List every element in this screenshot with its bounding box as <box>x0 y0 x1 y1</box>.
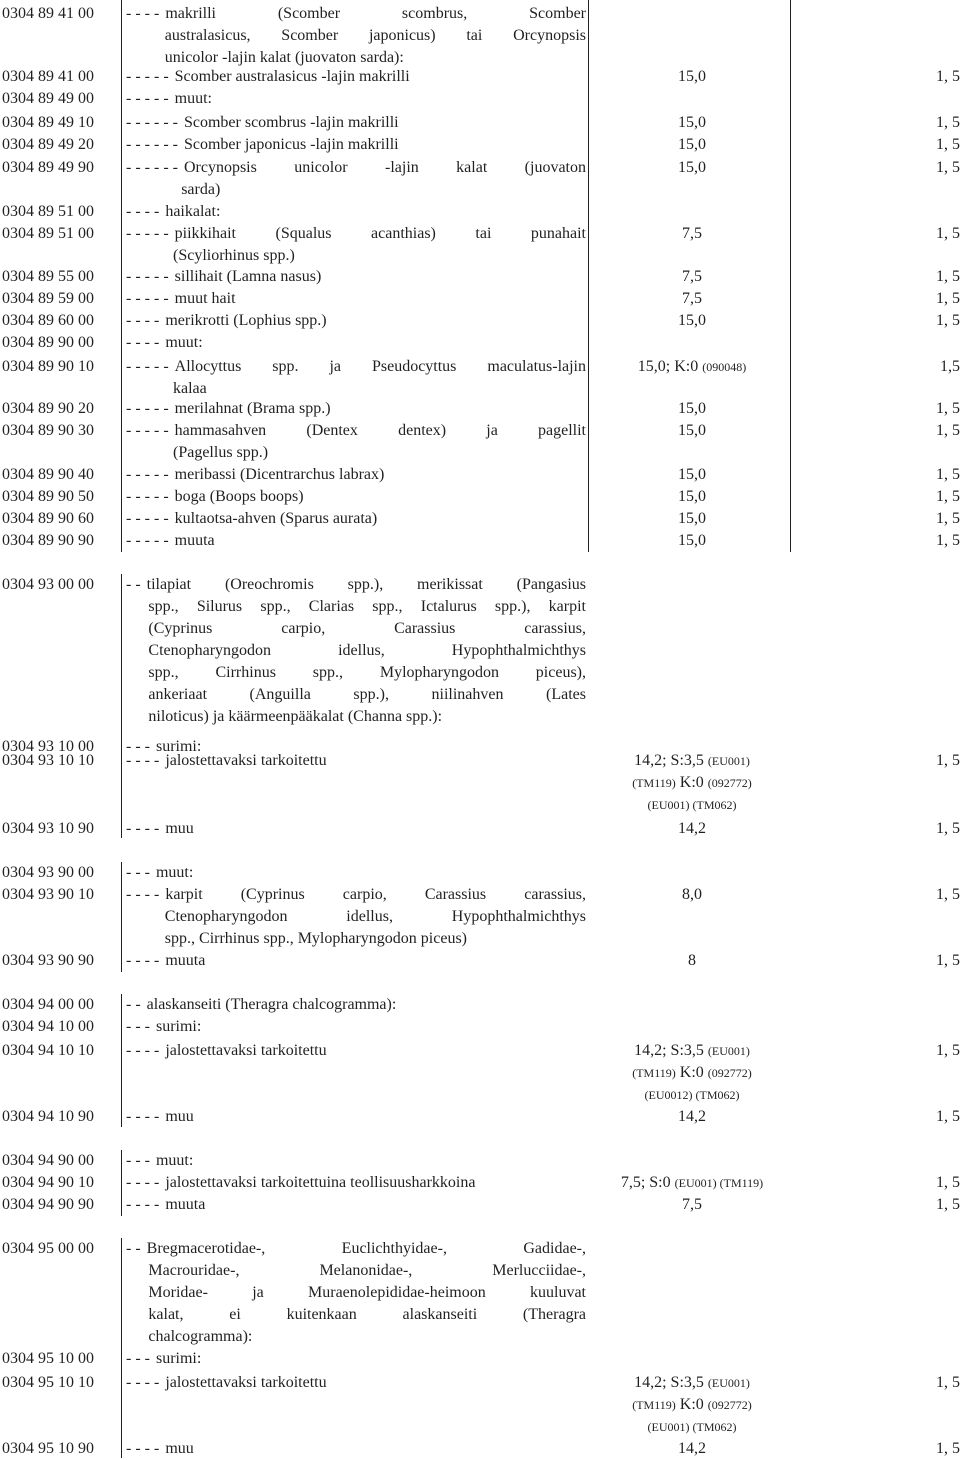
description-line: makrilli (Scomber scombrus, Scomber <box>165 5 586 22</box>
description-line: hammasahven (Dentex dentex) ja pagellit <box>174 422 586 439</box>
cn-code: 0304 93 90 10 <box>2 886 94 903</box>
duty-rate <box>592 398 792 420</box>
cn-code: 0304 89 51 00 <box>2 203 94 220</box>
supplementary-value: 1, 5 <box>936 488 960 505</box>
description-line: muuta <box>174 532 215 549</box>
supplementary-value: 1, 5 <box>936 1042 960 1059</box>
cn-code: 0304 89 51 00 <box>2 225 94 242</box>
description <box>126 818 586 840</box>
description <box>126 530 586 552</box>
rate-value: K:0 <box>679 1396 708 1413</box>
cn-code: 0304 89 59 00 <box>2 290 94 307</box>
indent-dashes: - - - - <box>126 334 160 351</box>
indent-dashes: - - - - <box>126 1196 160 1213</box>
duty-rate <box>592 1040 792 1106</box>
indent-dashes: - - - <box>126 1152 150 1169</box>
cn-code: 0304 95 10 10 <box>2 1374 94 1391</box>
description-line: (Cyprinus carpio, Carassius carassius, <box>148 620 586 637</box>
rate-note: (092772) <box>707 1398 752 1412</box>
duty-rate <box>592 223 792 245</box>
description <box>126 1106 586 1128</box>
indent-dashes: - - - - - <box>126 90 169 107</box>
rate-value: 7,5 <box>682 1196 702 1213</box>
description-line: chalcogramma): <box>148 1328 253 1345</box>
description-line: sillihait (Lamna nasus) <box>174 268 322 285</box>
duty-rate <box>592 266 792 288</box>
cn-code: 0304 89 90 40 <box>2 466 94 483</box>
description-line: jalostettavaksi tarkoitettu <box>165 752 327 769</box>
description <box>126 223 586 267</box>
indent-dashes: - - - - - - <box>126 114 178 131</box>
description-line: tilapiat (Oreochromis spp.), merikissat (Pangasius <box>146 576 586 593</box>
indent-dashes: - - - - - <box>126 422 169 439</box>
supplementary-value: 1, 5 <box>936 752 960 769</box>
duty-rate <box>592 1106 792 1128</box>
duty-rate <box>592 356 792 378</box>
supplementary-value: 1, 5 <box>936 1108 960 1125</box>
description-line: jalostettavaksi tarkoitettuina teollisuusharkkoina <box>165 1174 476 1191</box>
rate-value: 14,2; S:3,5 <box>634 752 708 769</box>
rate-note: (092772) <box>707 776 752 790</box>
indent-dashes: - - - - <box>126 952 160 969</box>
description <box>126 508 586 530</box>
description-line: Scomber japonicus -lajin makrilli <box>183 136 399 153</box>
description <box>126 398 586 420</box>
rate-note: (EU001) <box>707 1376 750 1390</box>
rate-value: 15,0 <box>678 136 706 153</box>
rate-note: (TM119) <box>632 1398 676 1412</box>
description-line: muuta <box>165 952 206 969</box>
supplementary-value: 1, 5 <box>936 886 960 903</box>
duty-rate <box>592 530 792 552</box>
description-line: jalostettavaksi tarkoitettu <box>165 1042 327 1059</box>
description-line: australasicus, Scomber japonicus) tai Orcynopsis <box>164 27 586 44</box>
supplementary-value: 1, 5 <box>936 159 960 176</box>
description <box>126 1016 586 1038</box>
indent-dashes: - - - - <box>126 1108 160 1125</box>
description-line: (Pagellus spp.) <box>173 444 269 461</box>
cn-code: 0304 89 49 10 <box>2 114 94 131</box>
description <box>126 266 586 288</box>
rate-note: (TM119) <box>632 1066 676 1080</box>
rate-value: 15,0 <box>678 159 706 176</box>
description <box>126 134 586 156</box>
duty-rate <box>592 134 792 156</box>
duty-rate <box>592 750 792 816</box>
cn-code: 0304 89 90 60 <box>2 510 94 527</box>
rate-value: 15,0; K:0 <box>637 358 703 375</box>
supplementary-value: 1, 5 <box>936 136 960 153</box>
supplementary-value: 1, 5 <box>936 312 960 329</box>
cn-code: 0304 93 90 00 <box>2 864 94 881</box>
column-divider <box>588 0 589 552</box>
cn-code: 0304 89 55 00 <box>2 268 94 285</box>
duty-rate <box>592 464 792 486</box>
rate-note: (EU001) (TM062) <box>647 1420 737 1434</box>
rate-value: 7,5 <box>682 268 702 285</box>
indent-dashes: - - - - - <box>126 532 169 549</box>
supplementary-value: 1, 5 <box>936 510 960 527</box>
cn-code: 0304 94 10 00 <box>2 1018 94 1035</box>
description-line: Macrouridae-, Melanonidae-, Merlucciidae-, <box>148 1262 586 1279</box>
duty-rate <box>592 1372 792 1438</box>
rate-value: 15,0 <box>678 422 706 439</box>
description <box>126 1372 586 1394</box>
indent-dashes: - - - - - - <box>126 136 178 153</box>
rate-value: 15,0 <box>678 400 706 417</box>
supplementary-value: 1, 5 <box>936 1174 960 1191</box>
rate-value: 15,0 <box>678 114 706 131</box>
supplementary-value: 1, 5 <box>936 290 960 307</box>
supplementary-value: 1, 5 <box>936 532 960 549</box>
description-line: muu <box>165 1108 194 1125</box>
description-line: alaskanseiti (Theragra chalcogramma): <box>146 996 397 1013</box>
supplementary-value: 1,5 <box>940 358 960 375</box>
description <box>126 420 586 464</box>
indent-dashes: - - - <box>126 1018 150 1035</box>
description <box>126 3 586 69</box>
description <box>126 201 586 223</box>
supplementary-value: 1, 5 <box>936 1440 960 1457</box>
description <box>126 356 586 400</box>
description <box>126 464 586 486</box>
cn-code: 0304 94 90 10 <box>2 1174 94 1191</box>
rate-value: 15,0 <box>678 488 706 505</box>
description-line: merikrotti (Lophius spp.) <box>165 312 327 329</box>
indent-dashes: - - - - <box>126 752 160 769</box>
cn-code: 0304 89 41 00 <box>2 5 94 22</box>
duty-rate <box>592 1194 792 1216</box>
description-line: kultaotsa-ahven (Sparus aurata) <box>174 510 378 527</box>
description-line: muut: <box>155 864 194 881</box>
rate-note: (EU001) <box>707 754 750 768</box>
duty-rate <box>592 1172 792 1194</box>
rate-value: 15,0 <box>678 68 706 85</box>
rate-value: 14,2; S:3,5 <box>634 1374 708 1391</box>
rate-value: 15,0 <box>678 312 706 329</box>
description <box>126 288 586 310</box>
description <box>126 486 586 508</box>
supplementary-value: 1, 5 <box>936 422 960 439</box>
description <box>126 950 586 972</box>
description-line: karpit (Cyprinus carpio, Carassius carassius, <box>165 886 586 903</box>
duty-rate <box>592 112 792 134</box>
indent-dashes: - - - - <box>126 1042 160 1059</box>
indent-dashes: - - - - - <box>126 510 169 527</box>
rate-note: (EU001) (TM119) <box>674 1176 764 1190</box>
supplementary-value: 1, 5 <box>936 114 960 131</box>
indent-dashes: - - - - - <box>126 268 169 285</box>
supplementary-value: 1, 5 <box>936 1374 960 1391</box>
indent-dashes: - - - <box>126 864 150 881</box>
rate-note: (TM119) <box>632 776 676 790</box>
indent-dashes: - - <box>126 1240 141 1257</box>
description <box>126 1150 586 1172</box>
rate-value: 14,2; S:3,5 <box>634 1042 708 1059</box>
rate-value: 14,2 <box>678 1108 706 1125</box>
rate-value: 15,0 <box>678 466 706 483</box>
indent-dashes: - - - - - <box>126 466 169 483</box>
rate-value: K:0 <box>679 1064 708 1081</box>
description <box>126 66 586 88</box>
cn-code: 0304 89 90 30 <box>2 422 94 439</box>
cn-code: 0304 93 00 00 <box>2 576 94 593</box>
column-divider <box>121 574 122 838</box>
cn-code: 0304 89 90 20 <box>2 400 94 417</box>
cn-code: 0304 89 90 00 <box>2 334 94 351</box>
cn-code: 0304 89 49 90 <box>2 159 94 176</box>
rate-value: 15,0 <box>678 510 706 527</box>
cn-code: 0304 95 10 90 <box>2 1440 94 1457</box>
description <box>126 1238 586 1348</box>
cn-code: 0304 93 10 00 <box>2 738 94 755</box>
description-line: haikalat: <box>165 203 221 220</box>
description-line: Moridae- ja Muraenolepididae-heimoon kuuluvat <box>148 1284 586 1301</box>
description <box>126 750 586 772</box>
supplementary-value: 1, 5 <box>936 68 960 85</box>
description-line: Scomber scombrus -lajin makrilli <box>183 114 399 131</box>
cn-code: 0304 93 10 90 <box>2 820 94 837</box>
description-line: spp., Silurus spp., Clarias spp., Ictalurus spp.), karpit <box>148 598 586 615</box>
indent-dashes: - - - - <box>126 312 160 329</box>
supplementary-value: 1, 5 <box>936 225 960 242</box>
indent-dashes: - - - - - - <box>126 159 178 176</box>
rate-value: 7,5 <box>682 290 702 307</box>
indent-dashes: - - <box>126 996 141 1013</box>
cn-code: 0304 94 10 10 <box>2 1042 94 1059</box>
cn-code: 0304 89 60 00 <box>2 312 94 329</box>
rate-value: 7,5; S:0 <box>620 1174 675 1191</box>
description-line: boga (Boops boops) <box>174 488 304 505</box>
indent-dashes: - - - - - <box>126 400 169 417</box>
description-line: kalat, ei kuitenkaan alaskanseiti (Theragra <box>148 1306 586 1323</box>
description-line: niloticus) ja käärmeenpääkalat (Channa spp.): <box>148 708 443 725</box>
supplementary-value: 1, 5 <box>936 1196 960 1213</box>
description-line: kalaa <box>173 380 207 397</box>
indent-dashes: - - - - <box>126 820 160 837</box>
description-line: muut: <box>155 1152 194 1169</box>
description <box>126 574 586 728</box>
indent-dashes: - - - - - <box>126 358 169 375</box>
cn-code: 0304 95 10 00 <box>2 1350 94 1367</box>
supplementary-value: 1, 5 <box>936 400 960 417</box>
duty-rate <box>592 420 792 442</box>
rate-value: 14,2 <box>678 820 706 837</box>
description-line: muu <box>165 820 194 837</box>
cn-code: 0304 89 41 00 <box>2 68 94 85</box>
description-line: Orcynopsis unicolor -lajin kalat (juovaton <box>183 159 586 176</box>
description <box>126 1172 586 1194</box>
duty-rate <box>592 1438 792 1460</box>
description-line: ankeriaat (Anguilla spp.), niilinahven (Lates <box>148 686 586 703</box>
duty-rate <box>592 486 792 508</box>
description-line: muut hait <box>174 290 236 307</box>
description <box>126 310 586 332</box>
indent-dashes: - - - <box>126 1350 150 1367</box>
cn-code: 0304 94 90 90 <box>2 1196 94 1213</box>
description-line: surimi: <box>155 738 202 755</box>
duty-rate <box>592 818 792 840</box>
description-line: Scomber australasicus -lajin makrilli <box>174 68 410 85</box>
rate-note: (EU001) (TM062) <box>647 798 737 812</box>
indent-dashes: - - - - <box>126 1440 160 1457</box>
description <box>126 88 586 110</box>
indent-dashes: - - - - <box>126 1174 160 1191</box>
description-line: unicolor -lajin kalat (juovaton sarda): <box>164 49 404 66</box>
cn-code: 0304 89 49 20 <box>2 136 94 153</box>
duty-rate <box>592 950 792 972</box>
cn-code: 0304 93 90 90 <box>2 952 94 969</box>
description-line: muu <box>165 1440 194 1457</box>
column-divider <box>121 1150 122 1216</box>
duty-rate <box>592 66 792 88</box>
column-divider <box>121 862 122 972</box>
description <box>126 112 586 134</box>
duty-rate <box>592 310 792 332</box>
column-divider <box>121 1238 122 1458</box>
description-line: sarda) <box>181 181 221 198</box>
description-line: Bregmacerotidae-, Euclichthyidae-, Gadidae-, <box>146 1240 586 1257</box>
indent-dashes: - - - - - <box>126 68 169 85</box>
description <box>126 884 586 950</box>
column-divider <box>121 994 122 1127</box>
description-line: Ctenopharyngodon idellus, Hypophthalmichthys <box>164 908 586 925</box>
supplementary-value: 1, 5 <box>936 268 960 285</box>
description-line: spp., Cirrhinus spp., Mylopharyngodon piceus), <box>148 664 586 681</box>
rate-note: (EU001) <box>707 1044 750 1058</box>
cn-code: 0304 89 90 10 <box>2 358 94 375</box>
description <box>126 862 586 884</box>
description <box>126 1348 586 1370</box>
rate-note: (090048) <box>702 360 747 374</box>
cn-code: 0304 94 10 90 <box>2 1108 94 1125</box>
cn-code: 0304 89 90 50 <box>2 488 94 505</box>
indent-dashes: - - - - <box>126 5 160 22</box>
indent-dashes: - - - - - <box>126 290 169 307</box>
cn-code: 0304 95 00 00 <box>2 1240 94 1257</box>
indent-dashes: - - - <box>126 738 150 755</box>
indent-dashes: - - - - - <box>126 225 169 242</box>
cn-code: 0304 89 90 90 <box>2 532 94 549</box>
rate-value: 7,5 <box>682 225 702 242</box>
description <box>126 332 586 354</box>
description-line: jalostettavaksi tarkoitettu <box>165 1374 327 1391</box>
column-divider <box>121 0 122 552</box>
cn-code: 0304 89 49 00 <box>2 90 94 107</box>
rate-value: 8,0 <box>682 886 702 903</box>
rate-note: (EU0012) (TM062) <box>644 1088 740 1102</box>
description-line: merilahnat (Brama spp.) <box>174 400 331 417</box>
supplementary-value: 1, 5 <box>936 466 960 483</box>
rate-value: K:0 <box>679 774 708 791</box>
description <box>126 1194 586 1216</box>
duty-rate <box>592 884 792 906</box>
description-line: piikkihait (Squalus acanthias) tai punahait <box>174 225 586 242</box>
rate-value: 14,2 <box>678 1440 706 1457</box>
description-line: meribassi (Dicentrarchus labrax) <box>174 466 385 483</box>
description-line: muut: <box>174 90 212 107</box>
indent-dashes: - - - - <box>126 886 160 903</box>
description-line: surimi: <box>155 1350 202 1367</box>
rate-value: 8 <box>688 952 696 969</box>
description-line: surimi: <box>155 1018 202 1035</box>
supplementary-value: 1, 5 <box>936 820 960 837</box>
indent-dashes: - - - - - <box>126 488 169 505</box>
description-line: muuta <box>165 1196 206 1213</box>
duty-rate <box>592 288 792 310</box>
rate-value: 15,0 <box>678 532 706 549</box>
description <box>126 1040 586 1062</box>
cn-code: 0304 94 90 00 <box>2 1152 94 1169</box>
description <box>126 157 586 201</box>
indent-dashes: - - <box>126 576 141 593</box>
rate-note: (092772) <box>707 1066 752 1080</box>
description-line: muut: <box>165 334 203 351</box>
indent-dashes: - - - - <box>126 203 160 220</box>
description-line: Allocyttus spp. ja Pseudocyttus maculatus-lajin <box>174 358 586 375</box>
description <box>126 1438 586 1460</box>
duty-rate <box>592 508 792 530</box>
cn-code: 0304 94 00 00 <box>2 996 94 1013</box>
supplementary-value: 1, 5 <box>936 952 960 969</box>
description-line: (Scyliorhinus spp.) <box>173 247 295 264</box>
description-line: Ctenopharyngodon idellus, Hypophthalmichthys <box>148 642 586 659</box>
duty-rate <box>592 157 792 179</box>
description-line: spp., Cirrhinus spp., Mylopharyngodon piceus) <box>164 930 467 947</box>
description <box>126 994 586 1016</box>
cn-code: 0304 93 10 10 <box>2 752 94 769</box>
indent-dashes: - - - - <box>126 1374 160 1391</box>
